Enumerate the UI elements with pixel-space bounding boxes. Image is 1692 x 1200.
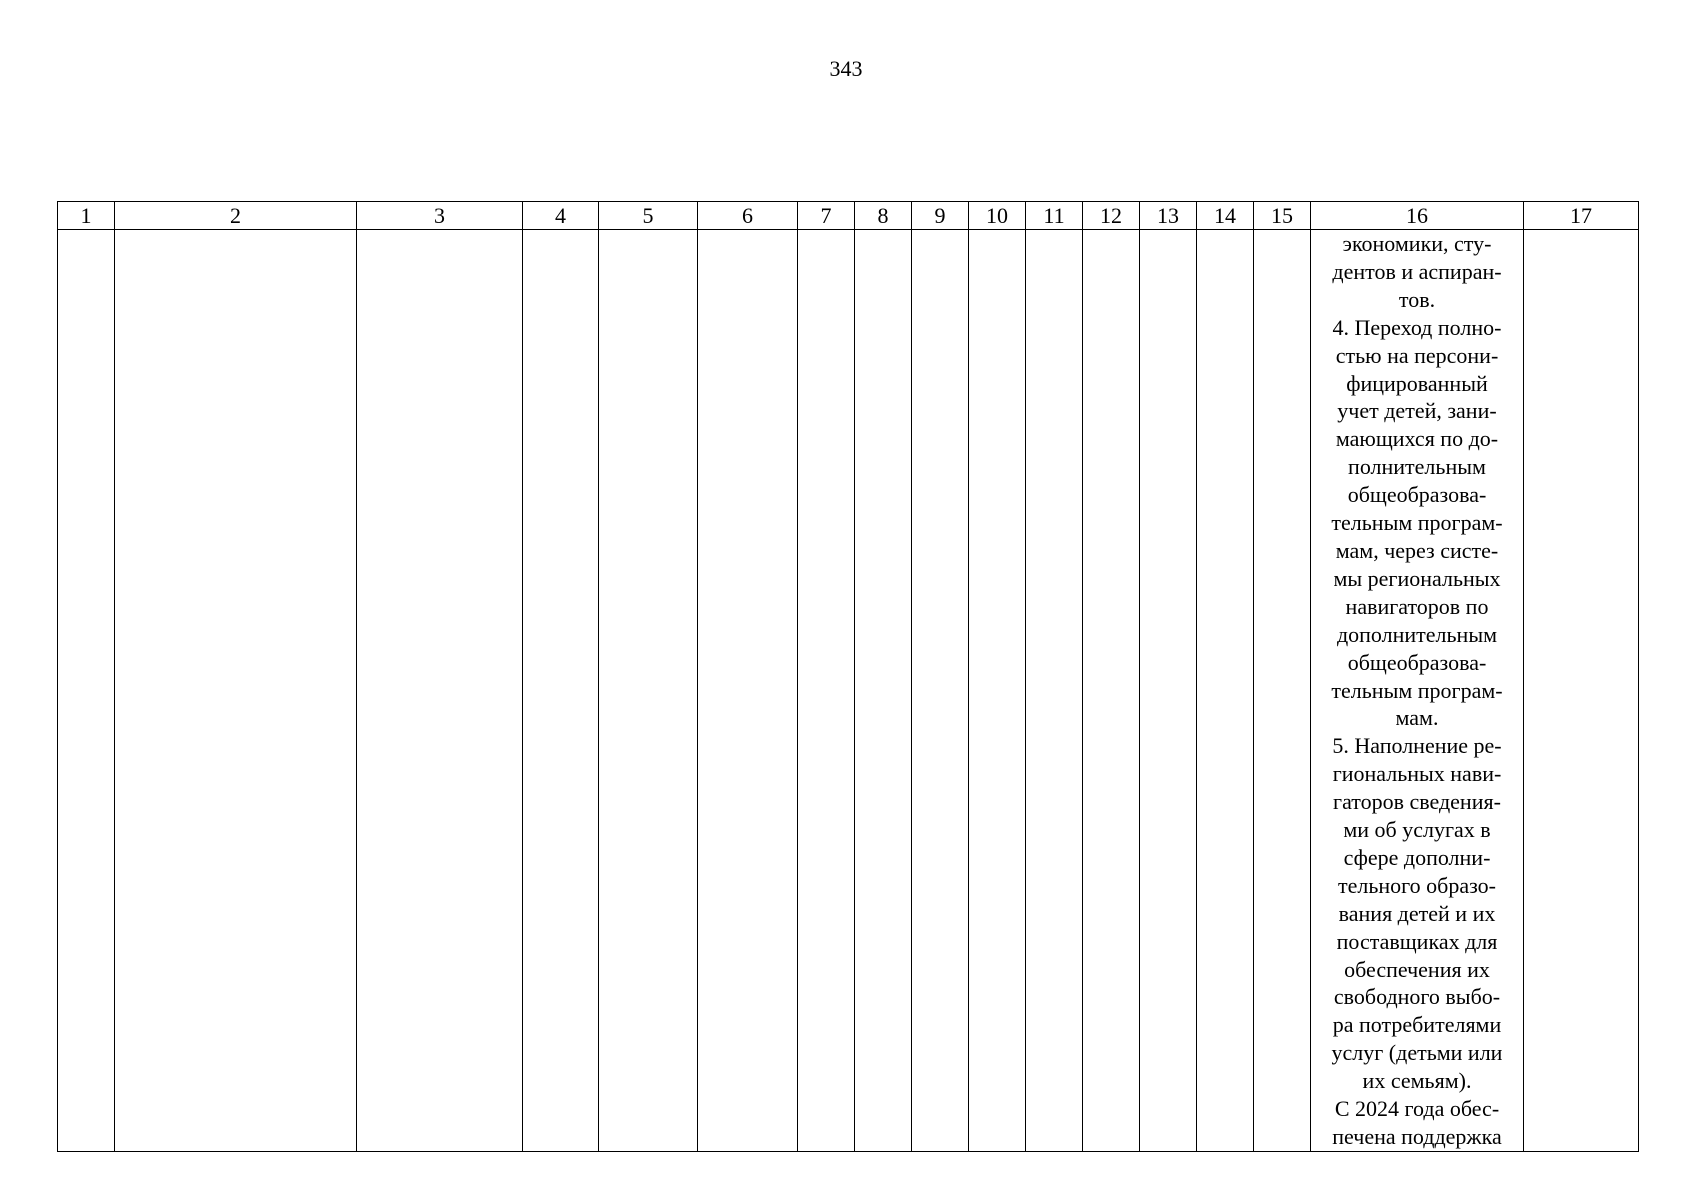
column-header-7: 7 — [798, 202, 855, 230]
column-header-9: 9 — [912, 202, 969, 230]
col16-text-line: тельного образо- — [1338, 872, 1496, 898]
col16-text-line: 4. Переход полно- — [1332, 314, 1502, 340]
table-cell-col13 — [1140, 230, 1197, 1152]
col16-text-line: ра потребителями — [1332, 1012, 1502, 1038]
column-header-17: 17 — [1524, 202, 1639, 230]
table-cell-col2 — [115, 230, 357, 1152]
column-header-14: 14 — [1197, 202, 1254, 230]
col16-text-line: гаторов сведения- — [1333, 789, 1501, 815]
col16-text-line: С 2024 года обес- — [1334, 1096, 1500, 1122]
table-cell-col5 — [599, 230, 698, 1152]
data-table — [57, 201, 1639, 1152]
col16-text-line: мы региональных — [1333, 565, 1501, 591]
col16-text-line: мам. — [1395, 705, 1439, 731]
col16-text-line: мам, через систе- — [1335, 537, 1499, 563]
col16-text-line: дентов и аспиран- — [1332, 258, 1502, 284]
col16-text-line: печена поддержка — [1332, 1124, 1502, 1149]
table-header-row — [58, 202, 1639, 230]
column-header-12: 12 — [1083, 202, 1140, 230]
table-cell-col1 — [58, 230, 115, 1152]
col16-text-line: вания детей и их — [1338, 900, 1496, 926]
table-cell-col16 — [1311, 230, 1524, 1152]
col16-text-line: сфере дополни- — [1343, 844, 1491, 870]
table-cell-col4 — [523, 230, 599, 1152]
col16-text-line: свободного выбо- — [1333, 984, 1501, 1010]
col16-text-line: учет детей, зани- — [1337, 398, 1497, 424]
col16-text-line: стью на персони- — [1335, 342, 1499, 368]
table-cell-col9 — [912, 230, 969, 1152]
col16-text-line: услуг (детьми или — [1331, 1040, 1503, 1066]
table-cell-col10 — [969, 230, 1026, 1152]
table-cell-col14 — [1197, 230, 1254, 1152]
col16-text-line: навигаторов по — [1345, 593, 1489, 619]
column-header-3: 3 — [357, 202, 523, 230]
column-header-15: 15 — [1254, 202, 1311, 230]
table-cell-col15 — [1254, 230, 1311, 1152]
table-cell-col12 — [1083, 230, 1140, 1152]
column-header-1: 1 — [58, 202, 115, 230]
page-number: 343 — [829, 56, 863, 81]
col16-text-line: тельным програм- — [1331, 510, 1503, 536]
column-header-8: 8 — [855, 202, 912, 230]
table-cell-col11 — [1026, 230, 1083, 1152]
column-header-6: 6 — [698, 202, 798, 230]
column-header-16: 16 — [1311, 202, 1524, 230]
col16-text — [1311, 230, 1523, 1151]
col16-text-line: тов. — [1398, 286, 1436, 312]
column-header-5: 5 — [599, 202, 698, 230]
col16-text-line: общеобразова- — [1347, 482, 1487, 508]
column-header-10: 10 — [969, 202, 1026, 230]
col16-text-line: общеобразова- — [1347, 649, 1487, 675]
col16-text-line: полнительным — [1348, 454, 1486, 480]
col16-text-line: экономики, сту- — [1342, 231, 1492, 256]
col16-text-line: тельным програм- — [1331, 677, 1503, 703]
col16-text-line: их семьям). — [1362, 1068, 1472, 1094]
col16-text-line: ми об услугах в — [1343, 817, 1491, 843]
column-header-11: 11 — [1026, 202, 1083, 230]
column-header-4: 4 — [523, 202, 599, 230]
col16-text-line: 5. Наполнение ре- — [1332, 733, 1502, 759]
table-row — [58, 230, 1639, 1152]
col16-text-line: поставщиках для — [1336, 928, 1498, 954]
table-cell-col3 — [357, 230, 523, 1152]
table-cell-col17 — [1524, 230, 1639, 1152]
col16-text-line: фицированный — [1346, 370, 1488, 396]
col16-text-line: гиональных нави- — [1332, 761, 1502, 787]
column-header-13: 13 — [1140, 202, 1197, 230]
table-cell-col6 — [698, 230, 798, 1152]
col16-text-line: мающихся по до- — [1335, 426, 1499, 452]
col16-text-line: обеспечения их — [1344, 956, 1490, 982]
table-cell-col8 — [855, 230, 912, 1152]
table-cell-col7 — [798, 230, 855, 1152]
col16-text-line: дополнительным — [1336, 621, 1498, 647]
column-header-2: 2 — [115, 202, 357, 230]
